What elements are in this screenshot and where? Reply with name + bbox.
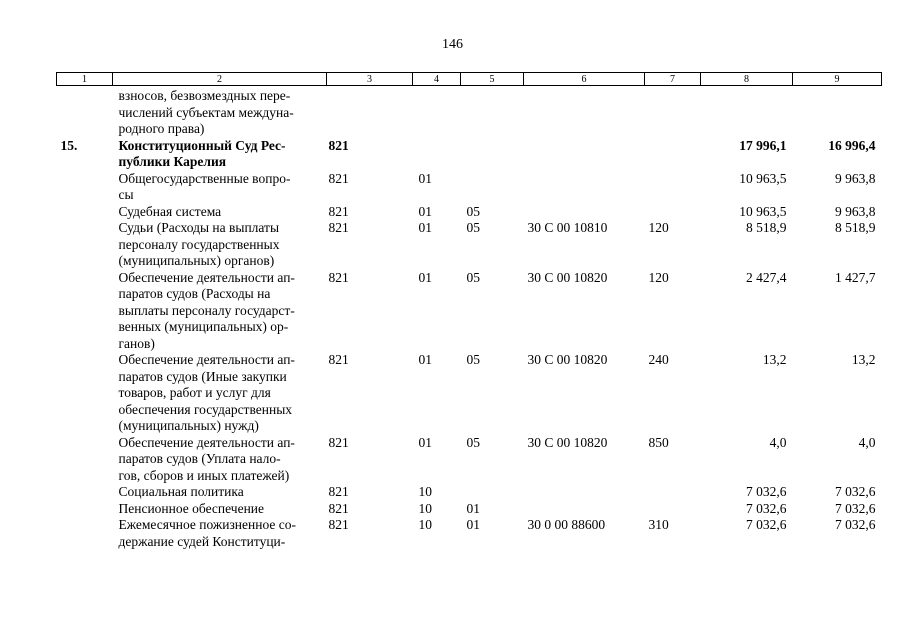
target-article xyxy=(524,138,645,171)
amount-year-1: 4,0 xyxy=(769,434,787,450)
row-name: взносов, безвозмездных пере- числений субъектам междуна- родного права) xyxy=(118,88,294,136)
section-code: 01 xyxy=(418,220,432,235)
target-article xyxy=(524,86,645,138)
amount-year-2: 7 032,6 xyxy=(835,500,876,516)
column-header-2: 2 xyxy=(113,73,327,86)
row-number xyxy=(57,171,113,204)
expense-type xyxy=(645,484,701,501)
ministry-code: 821 xyxy=(328,170,349,186)
amount-year-2: 9 963,8 xyxy=(835,170,876,186)
subsection-code: 05 xyxy=(466,434,480,450)
row-number xyxy=(57,220,113,270)
column-header-6: 6 xyxy=(524,73,645,86)
row-name: Судебная система xyxy=(118,203,222,219)
amount-year-2: 7 032,6 xyxy=(835,484,876,499)
subsection-code: 05 xyxy=(466,220,480,235)
target-article: 30 С 00 10810 xyxy=(527,220,608,235)
target-article xyxy=(524,484,645,501)
expense-type xyxy=(645,204,701,221)
subsection-code xyxy=(461,138,524,171)
table-header xyxy=(57,73,882,86)
table-row xyxy=(57,484,882,501)
expense-type: 850 xyxy=(648,434,669,450)
section-code: 10 xyxy=(418,484,432,499)
section-code xyxy=(413,86,461,138)
section-code: 01 xyxy=(418,203,432,219)
table-row xyxy=(57,517,882,550)
row-number xyxy=(57,435,113,485)
row-name: Судьи (Расходы на выплаты персоналу государственных (муниципальных) органов) xyxy=(118,220,280,268)
section-code: 01 xyxy=(418,269,432,285)
amount-year-1: 8 518,9 xyxy=(746,220,787,235)
row-number xyxy=(57,352,113,435)
section-code: 01 xyxy=(418,352,432,367)
row-name: Ежемесячное пожизненное со- держание судей Конституци- xyxy=(118,517,296,549)
row-name: Общегосударственные вопро- сы xyxy=(118,170,291,202)
row-number xyxy=(57,501,113,518)
ministry-code: 821 xyxy=(328,517,349,532)
row-name: Обеспечение деятельности ап- паратов судов (Иные закупки товаров, работ и услуг для обеспечения государственных (муниципальных) нужд) xyxy=(118,352,295,433)
amount-year-1 xyxy=(701,86,793,138)
column-header-7: 7 xyxy=(645,73,701,86)
row-name: Социальная политика xyxy=(118,484,244,499)
page-number: 146 xyxy=(442,37,463,52)
target-article: 30 0 00 88600 xyxy=(527,517,606,532)
expense-type xyxy=(645,138,701,171)
expense-type xyxy=(645,86,701,138)
table-body xyxy=(57,86,882,551)
section-code: 10 xyxy=(418,500,432,516)
table-row xyxy=(57,204,882,221)
amount-year-2: 13,2 xyxy=(851,352,876,367)
amount-year-1: 7 032,6 xyxy=(746,484,787,499)
column-header-9: 9 xyxy=(793,73,882,86)
subsection-code xyxy=(461,484,524,501)
expense-type: 310 xyxy=(648,517,669,532)
table-row xyxy=(57,352,882,435)
amount-year-2 xyxy=(793,86,882,138)
ministry-code: 821 xyxy=(328,352,349,367)
ministry-code: 821 xyxy=(328,203,349,219)
amount-year-1: 10 963,5 xyxy=(739,170,787,186)
section-code: 10 xyxy=(418,517,432,532)
subsection-code: 05 xyxy=(466,203,480,219)
target-article: 30 С 00 10820 xyxy=(527,434,608,450)
table-row xyxy=(57,138,882,171)
subsection-code xyxy=(461,86,524,138)
section-code: 01 xyxy=(418,170,432,186)
table-row xyxy=(57,171,882,204)
row-number xyxy=(57,270,113,353)
row-name: Конституционный Суд Рес- публики Карелия xyxy=(118,137,286,169)
subsection-code xyxy=(461,171,524,204)
expense-type xyxy=(645,171,701,204)
row-number xyxy=(57,517,113,550)
section-code: 01 xyxy=(418,434,432,450)
row-number xyxy=(57,204,113,221)
column-number-row xyxy=(57,73,882,86)
table-row xyxy=(57,220,882,270)
table-row xyxy=(57,435,882,485)
target-article: 30 С 00 10820 xyxy=(527,352,608,367)
row-name: Пенсионное обеспечение xyxy=(118,500,265,516)
amount-year-2: 7 032,6 xyxy=(835,517,876,532)
target-article xyxy=(524,171,645,204)
ministry-code xyxy=(327,86,413,138)
ministry-code: 821 xyxy=(328,269,349,285)
amount-year-1: 7 032,6 xyxy=(746,500,787,516)
amount-year-2: 8 518,9 xyxy=(835,220,876,235)
amount-year-2: 4,0 xyxy=(858,434,876,450)
subsection-code: 01 xyxy=(466,500,480,516)
ministry-code: 821 xyxy=(328,434,349,450)
row-number: 15. xyxy=(60,137,78,153)
ministry-code: 821 xyxy=(328,484,349,499)
row-name: Обеспечение деятельности ап- паратов судов (Расходы на выплаты персоналу государст- венных (муниципальных) ор- ганов) xyxy=(118,269,295,351)
amount-year-1: 17 996,1 xyxy=(739,137,787,153)
row-name: Обеспечение деятельности ап- паратов судов (Уплата нало- гов, сборов и иных платежей) xyxy=(118,434,295,483)
amount-year-2: 16 996,4 xyxy=(828,137,876,153)
expense-type: 120 xyxy=(648,269,669,285)
column-header-1: 1 xyxy=(57,73,113,86)
expense-type: 240 xyxy=(648,352,669,367)
ministry-code: 821 xyxy=(328,220,349,235)
row-number xyxy=(57,86,113,138)
row-number xyxy=(57,484,113,501)
expense-type xyxy=(645,501,701,518)
amount-year-1: 13,2 xyxy=(762,352,787,367)
amount-year-1: 2 427,4 xyxy=(746,269,787,285)
amount-year-1: 7 032,6 xyxy=(746,517,787,532)
expense-type: 120 xyxy=(648,220,669,235)
amount-year-1: 10 963,5 xyxy=(739,203,787,219)
subsection-code: 05 xyxy=(466,352,480,367)
subsection-code: 01 xyxy=(466,517,480,532)
column-header-8: 8 xyxy=(701,73,793,86)
column-header-5: 5 xyxy=(461,73,524,86)
table-row xyxy=(57,270,882,353)
ministry-code: 821 xyxy=(328,137,349,153)
table-row xyxy=(57,86,882,138)
table-row xyxy=(57,501,882,518)
column-header-4: 4 xyxy=(413,73,461,86)
ministry-code: 821 xyxy=(328,500,349,516)
target-article xyxy=(524,501,645,518)
target-article xyxy=(524,204,645,221)
target-article: 30 С 00 10820 xyxy=(527,269,608,285)
subsection-code: 05 xyxy=(466,269,480,285)
column-header-3: 3 xyxy=(327,73,413,86)
amount-year-2: 9 963,8 xyxy=(835,203,876,219)
budget-table xyxy=(56,72,882,550)
section-code xyxy=(413,138,461,171)
amount-year-2: 1 427,7 xyxy=(835,269,876,285)
